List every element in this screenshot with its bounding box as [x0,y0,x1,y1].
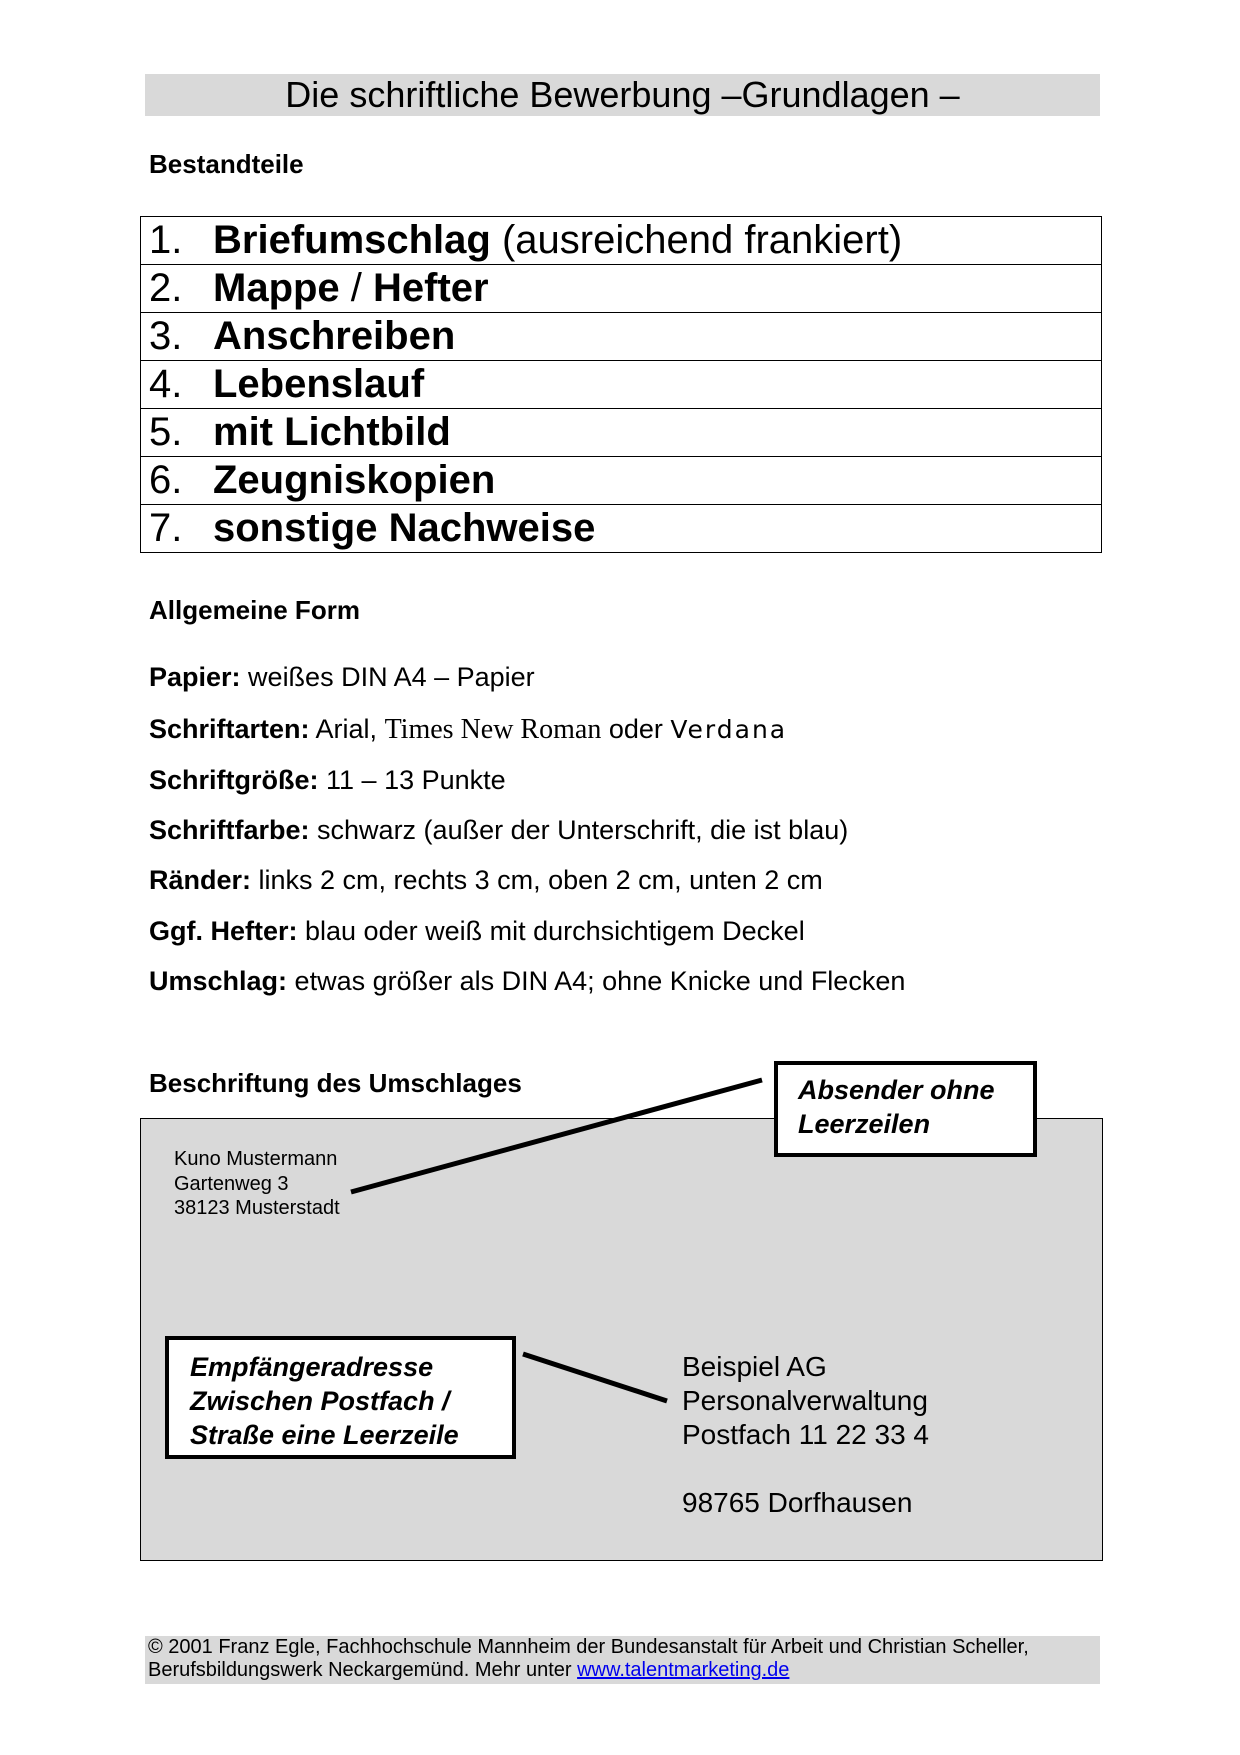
item-number: 6. [149,458,183,502]
callout-line: Absender ohne [798,1075,995,1105]
item-number: 1. [149,218,183,262]
spec-value: links 2 cm, rechts 3 cm, oben 2 cm, unten 2 cm [251,865,823,895]
sender-connector-line [351,1080,762,1192]
item-number: 3. [149,314,183,358]
spec-value: blau oder weiß mit durchsichtigem Deckel [297,916,805,946]
components-heading: Bestandteile [149,149,304,179]
recipient-line: Beispiel AG [682,1351,827,1382]
item-title: mit Lichtbild [213,410,451,454]
item-title: Briefumschlag [213,218,491,262]
callout-line: Straße eine Leerzeile [190,1420,459,1450]
spec-label: Schriftgröße: [149,765,319,795]
spec-label: Ränder: [149,865,252,895]
sender-line: Kuno Mustermann [174,1148,338,1170]
spec-label: Umschlag: [149,966,288,996]
item-title: Zeugniskopien [213,458,496,502]
envelope-heading: Beschriftung des Umschlages [149,1068,522,1098]
recipient-line: Personalverwaltung [682,1385,928,1416]
spec-label: Papier: [149,662,241,692]
spec-value: etwas größer als DIN A4; ohne Knicke und Flecken [287,966,906,996]
sender-line: 38123 Musterstadt [174,1197,340,1219]
spec-value: weißes DIN A4 – Papier [240,662,535,692]
recipient-callout [165,1336,516,1459]
callout-line: Empfängeradresse [190,1352,434,1382]
recipient-line: Postfach 11 22 33 4 [682,1419,929,1450]
item-title: Lebenslauf [213,362,425,406]
font-sample-times: Times New Roman [384,714,602,745]
item-separator: / [339,266,374,310]
spec-value-mid: oder [601,714,671,744]
footer-link[interactable]: www.talentmarketing.de [577,1659,790,1681]
item-number: 5. [149,410,183,454]
recipient-city: 98765 Dorfhausen [682,1487,913,1518]
callout-line: Zwischen Postfach / [190,1386,450,1416]
recipient-connector-line [523,1354,667,1401]
spec-value: Arial, [309,714,385,744]
item-title: sonstige Nachweise [213,506,596,550]
item-number: 4. [149,362,183,406]
item-note: (ausreichend frankiert) [490,218,903,262]
item-title: Anschreiben [213,314,456,358]
footer [145,1636,1100,1684]
spec-value: schwarz (außer der Unterschrift, die ist blau) [309,815,849,845]
page-title: Die schriftliche Bewerbung –Grundlagen – [145,74,1100,116]
item-number: 2. [149,266,183,310]
spec-label: Schriftarten: [149,714,310,744]
item-title-2: Hefter [373,266,489,310]
callout-line: Leerzeilen [798,1109,931,1139]
spec-label: Ggf. Hefter: [149,916,298,946]
form-heading: Allgemeine Form [149,595,360,625]
item-title: Mappe [213,266,340,310]
spec-value: 11 – 13 Punkte [318,765,506,795]
spec-label: Schriftfarbe: [149,815,310,845]
footer-line: © 2001 Franz Egle, Fachhochschule Mannheim der Bundesanstalt für Arbeit und Christian Scheller, [148,1636,1029,1658]
sender-callout [774,1061,1037,1157]
footer-text: Berufsbildungswerk Neckargemünd. Mehr unter [148,1659,578,1681]
item-number: 7. [149,506,183,550]
font-sample-verdana: Verdana [670,715,788,744]
sender-line: Gartenweg 3 [174,1172,289,1195]
footer-line [148,1659,1100,1682]
